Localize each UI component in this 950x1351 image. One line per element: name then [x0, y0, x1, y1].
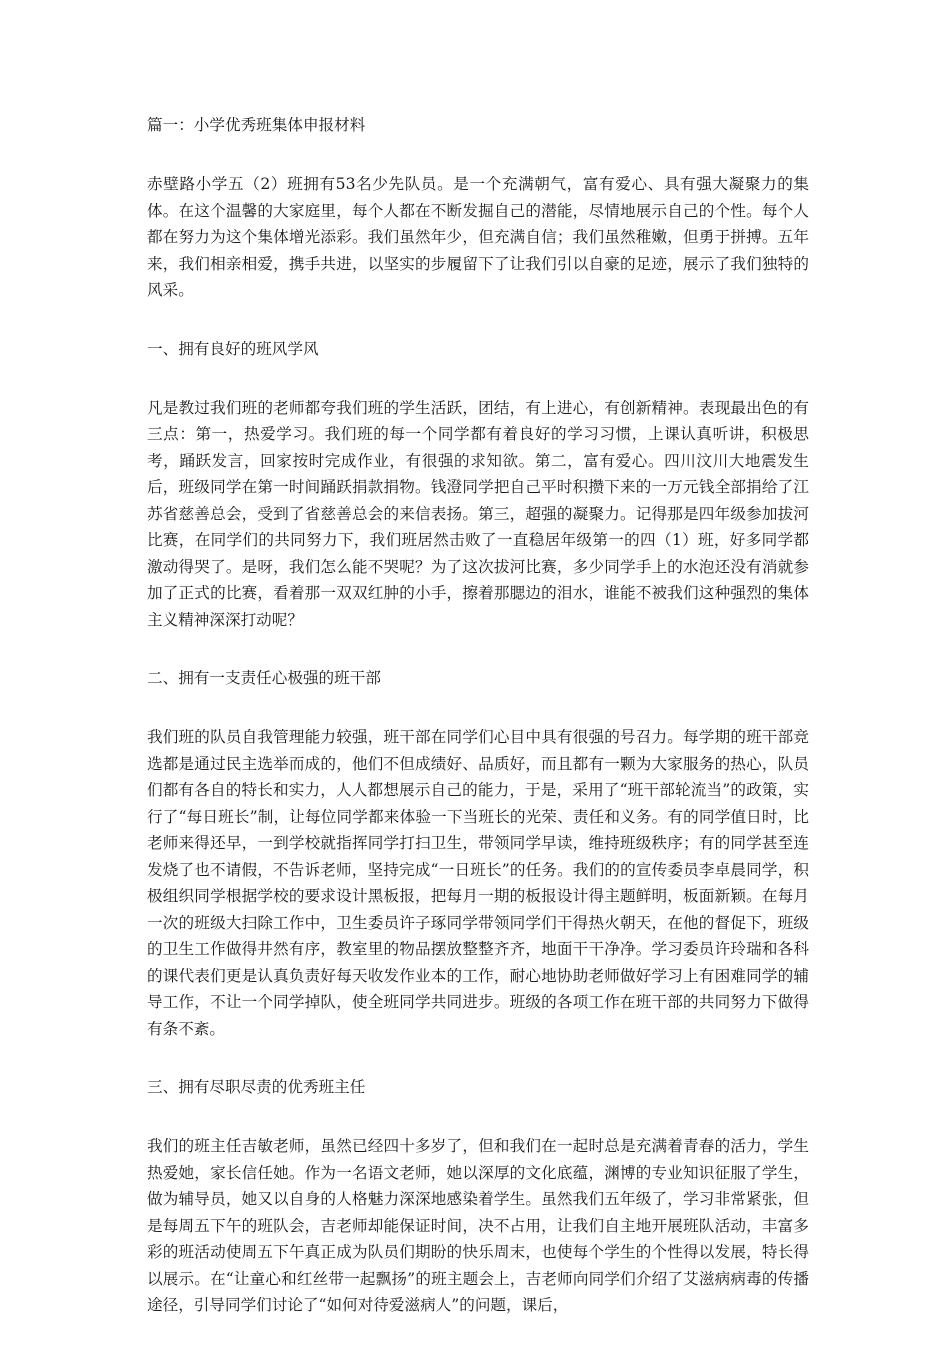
- intro-paragraph: 赤壁路小学五（2）班拥有53名少先队员。是一个充满朝气，富有爱心、具有强大凝聚力的集体。在这个温馨的大家庭里，每个人都在不断发掘自己的潜能，尽情地展示自己的个性。每个人都在努力为这个集体增光添彩。我们虽然年少，但充满自信；我们虽然稚嫩，但勇于拼搏。五年来，我们相亲相爱，携手共进，以坚实的步履留下了让我们引以自豪的足迹，展示了我们独特的风采。: [147, 175, 809, 299]
- section-heading-3: 三、拥有尽职尽责的优秀班主任: [147, 1078, 366, 1096]
- section-body-2: 我们班的队员自我管理能力较强，班干部在同学们心目中具有很强的号召力。每学期的班干部竞选都是通过民主选举而成的，他们不但成绩好、品质好，而且都有一颗为大家服务的热心，队员们都有各自的特长和实力，人人都想展示自己的能力，于是，采用了“班干部轮流当”的政策，实行了“每日班长”制，让每位同学都来体验一下当班长的光荣、责任和义务。有的同学值日时，比老师来得还早，一到学校就指挥同学打扫卫生，带领同学早读，维持班级秩序；有的同学甚至连发烧了也不请假，不告诉老师，坚持完成“一日班长”的任务。我们的的宣传委员李卓晨同学，积极组织同学根据学校的要求设计黑板报，把每月一期的板报设计得主题鲜明，板面新颖。在每月一次的班级大扫除工作中，卫生委员许子琢同学带领同学们干得热火朝天，在他的督促下，班级的卫生工作做得井然有序，教室里的物品摆放整整齐齐，地面干干净净。学习委员许玲瑞和各科的课代表们更是认真负责好每天收发作业本的工作，耐心地协助老师做好学习上有困难同学的辅导工作，不让一个同学掉队，使全班同学共同进步。班级的各项工作在班干部的共同努力下做得有条不紊。: [147, 728, 809, 1038]
- section-heading-2: 二、拥有一支责任心极强的班干部: [147, 669, 381, 687]
- section-body-1: 凡是教过我们班的老师都夸我们班的学生活跃，团结，有上进心，有创新精神。表现最出色的有三点：第一，热爱学习。我们班的每一个同学都有着良好的学习习惯，上课认真听讲，积极思考，踊跃发言，回家按时完成作业，有很强的求知欲。第二，富有爱心。四川汶川大地震发生后，班级同学在第一时间踊跃捐款捐物。钱澄同学把自己平时积攒下来的一万元钱全部捐给了江苏省慈善总会，受到了省慈善总会的来信表扬。第三，超强的凝聚力。记得那是四年级参加拔河比赛，在同学们的共同努力下，我们班居然击败了一直稳居年级第一的四（1）班，好多同学都激动得哭了。是呀，我们怎么能不哭呢？为了这次拔河比赛，多少同学手上的水泡还没有消就参加了正式的比赛，看着那一双双红肿的小手，擦着那腮边的泪水，谁能不被我们这种强烈的集体主义精神深深打动呢？: [147, 398, 809, 629]
- section-heading-1: 一、拥有良好的班风学风: [147, 339, 319, 358]
- document-page: [147, 112, 809, 1351]
- section-body-3: 我们的班主任吉敏老师，虽然已经四十多岁了，但和我们在一起时总是充满着青春的活力，学生热爱她，家长信任她。作为一名语文老师，她以深厚的文化底蕴，渊博的专业知识征服了学生，做为辅导员，她又以自身的人格魅力深深地感染着学生。虽然我们五年级了，学习非常紧张，但是每周五下午的班队会，吉老师却能保证时间，决不占用，让我们自主地开展班队活动，丰富多彩的班活动使周五下午真正成为队员们期盼的快乐周末，也使每个学生的个性得以发展，特长得以展示。在“让童心和红丝带一起飘扬”的班主题会上，吉老师向同学们介绍了艾滋病病毒的传播途径，引导同学们讨论了“如何对待爱滋病人”的问题，课后，: [147, 1137, 809, 1314]
- document-title: 篇一：小学优秀班集体申报材料: [147, 116, 366, 134]
